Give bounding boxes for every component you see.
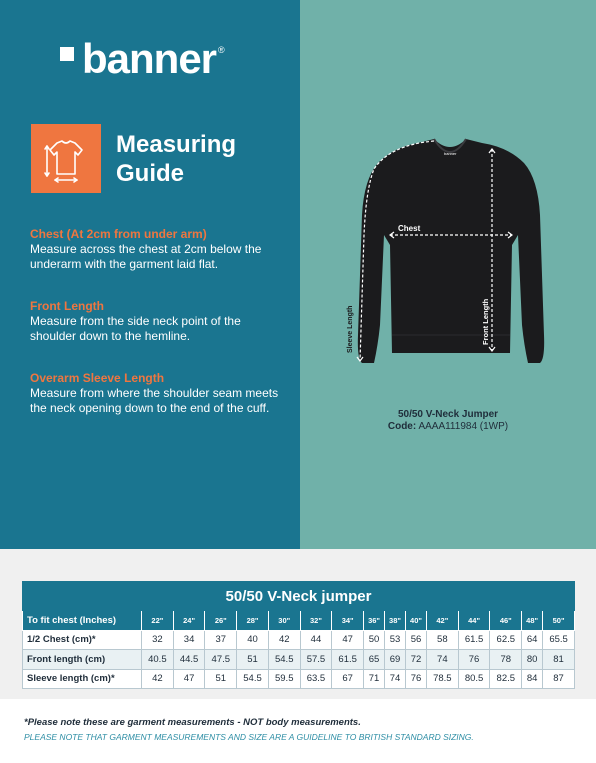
jumper-silhouette: [358, 139, 544, 363]
measurement-cell: 82.5: [490, 669, 522, 689]
garment-measurement-note: *Please note these are garment measurements - NOT body measurements.: [24, 717, 361, 728]
measurement-cell: 57.5: [300, 650, 332, 670]
measurement-cell: 74: [426, 650, 458, 670]
measurement-cell: 78.5: [426, 669, 458, 689]
measurement-cell: 54.5: [237, 669, 269, 689]
measurement-cell: 69: [385, 650, 406, 670]
measurement-cell: 64: [522, 630, 543, 650]
product-name: 50/50 V-Neck Jumper: [397, 409, 499, 420]
measurement-cell: 72: [406, 650, 427, 670]
size-header-cell: 38": [385, 611, 406, 631]
guide-title: [116, 130, 236, 188]
measurement-cell: 63.5: [300, 669, 332, 689]
measurement-cell: 47.5: [205, 650, 237, 670]
measurement-cell: 61.5: [332, 650, 364, 670]
measurement-cell: 42: [268, 630, 300, 650]
measurement-cell: 34: [173, 630, 205, 650]
table-row: [23, 630, 575, 650]
chest-label: Chest: [398, 224, 421, 233]
product-code-label: Code:: [387, 421, 417, 432]
front-length-heading: Front Length: [30, 299, 104, 313]
size-header-cell: 24": [173, 611, 205, 631]
measurement-cell: 50: [364, 630, 385, 650]
size-header-cell: 22": [142, 611, 174, 631]
measurement-cell: 87: [543, 669, 575, 689]
measurement-cell: 47: [173, 669, 205, 689]
product-caption: [300, 409, 596, 433]
measurement-cell: 65: [364, 650, 385, 670]
jumper-diagram: [340, 135, 560, 375]
chest-description: Measure across the chest at 2cm below the underarm with the garment laid flat.: [30, 242, 262, 271]
measurement-cell: 62.5: [490, 630, 522, 650]
measurement-cell: 44: [300, 630, 332, 650]
sleeve-section: [30, 371, 280, 416]
measurement-cell: 59.5: [268, 669, 300, 689]
measurement-cell: 44.5: [173, 650, 205, 670]
left-panel: [0, 0, 300, 549]
chest-section: [30, 227, 280, 272]
measurement-cell: 42: [142, 669, 174, 689]
size-header-cell: 46": [490, 611, 522, 631]
size-table: [22, 581, 575, 689]
size-header-cell: 30": [268, 611, 300, 631]
chest-heading: Chest (At 2cm from under arm): [30, 227, 207, 241]
sleeve-heading: Overarm Sleeve Length: [30, 371, 165, 385]
measurement-cell: 32: [142, 630, 174, 650]
size-header-cell: 36": [364, 611, 385, 631]
measurement-cell: 78: [490, 650, 522, 670]
row-label-cell: Front length (cm): [23, 650, 142, 670]
measurement-cell: 84: [522, 669, 543, 689]
measurement-cell: 76: [458, 650, 490, 670]
size-header-cell: 44": [458, 611, 490, 631]
front-length-description: Measure from the side neck point of the shoulder down to the hemline.: [30, 314, 241, 343]
measurement-cell: 40: [237, 630, 269, 650]
size-header-cell: 32": [300, 611, 332, 631]
size-table-title: 50/50 V-Neck jumper: [23, 582, 575, 611]
sizing-guideline-note: PLEASE NOTE THAT GARMENT MEASUREMENTS AND SIZE ARE A GUIDELINE TO BRITISH STANDARD SIZING.: [24, 732, 474, 742]
measurement-cell: 51: [237, 650, 269, 670]
table-row: [23, 669, 575, 689]
size-header-cell: 34": [332, 611, 364, 631]
measurement-cell: 81: [543, 650, 575, 670]
table-row: [23, 650, 575, 670]
size-table-body: [23, 611, 575, 689]
measurement-cell: 80.5: [458, 669, 490, 689]
measurement-cell: 37: [205, 630, 237, 650]
logo-registered-mark: ®: [218, 45, 225, 55]
banner-logo: [60, 35, 225, 82]
sleeve-length-label: Sleeve Length: [347, 305, 354, 353]
row-label-cell: Sleeve length (cm)*: [23, 669, 142, 689]
header-label-cell: To fit chest (Inches): [23, 611, 142, 631]
guide-title-line2: Guide: [116, 160, 185, 187]
row-label-cell: 1/2 Chest (cm)*: [23, 630, 142, 650]
measurement-cell: 51: [205, 669, 237, 689]
measurement-cell: 56: [406, 630, 427, 650]
measurement-cell: 80: [522, 650, 543, 670]
measurement-cell: 58: [426, 630, 458, 650]
size-header-cell: 48": [522, 611, 543, 631]
guide-title-line1: Measuring: [116, 131, 237, 158]
measurement-cell: 74: [385, 669, 406, 689]
product-code-value: AAAA111984 (1WP): [418, 421, 509, 432]
measurement-cell: 54.5: [268, 650, 300, 670]
sleeve-description: Measure from where the shoulder seam meets the neck opening down to the end of the cuff.: [30, 386, 279, 415]
size-header-cell: 26": [205, 611, 237, 631]
measurement-cell: 71: [364, 669, 385, 689]
size-header-row: [23, 611, 575, 631]
size-header-cell: 28": [237, 611, 269, 631]
measurement-cell: 47: [332, 630, 364, 650]
size-header-cell: 40": [406, 611, 427, 631]
tshirt-measure-icon: [31, 124, 101, 193]
front-length-section: [30, 299, 280, 344]
neck-tag-label: banner: [444, 151, 457, 156]
measurement-cell: 61.5: [458, 630, 490, 650]
measurement-cell: 53: [385, 630, 406, 650]
measurement-cell: 65.5: [543, 630, 575, 650]
logo-wordmark: banner: [82, 35, 217, 82]
size-header-cell: 50": [543, 611, 575, 631]
logo-square-icon: [60, 47, 74, 61]
measurement-cell: 76: [406, 669, 427, 689]
size-header-cell: 42": [426, 611, 458, 631]
measurement-cell: 40.5: [142, 650, 174, 670]
front-length-label: Front Length: [481, 298, 490, 345]
measurement-cell: 67: [332, 669, 364, 689]
